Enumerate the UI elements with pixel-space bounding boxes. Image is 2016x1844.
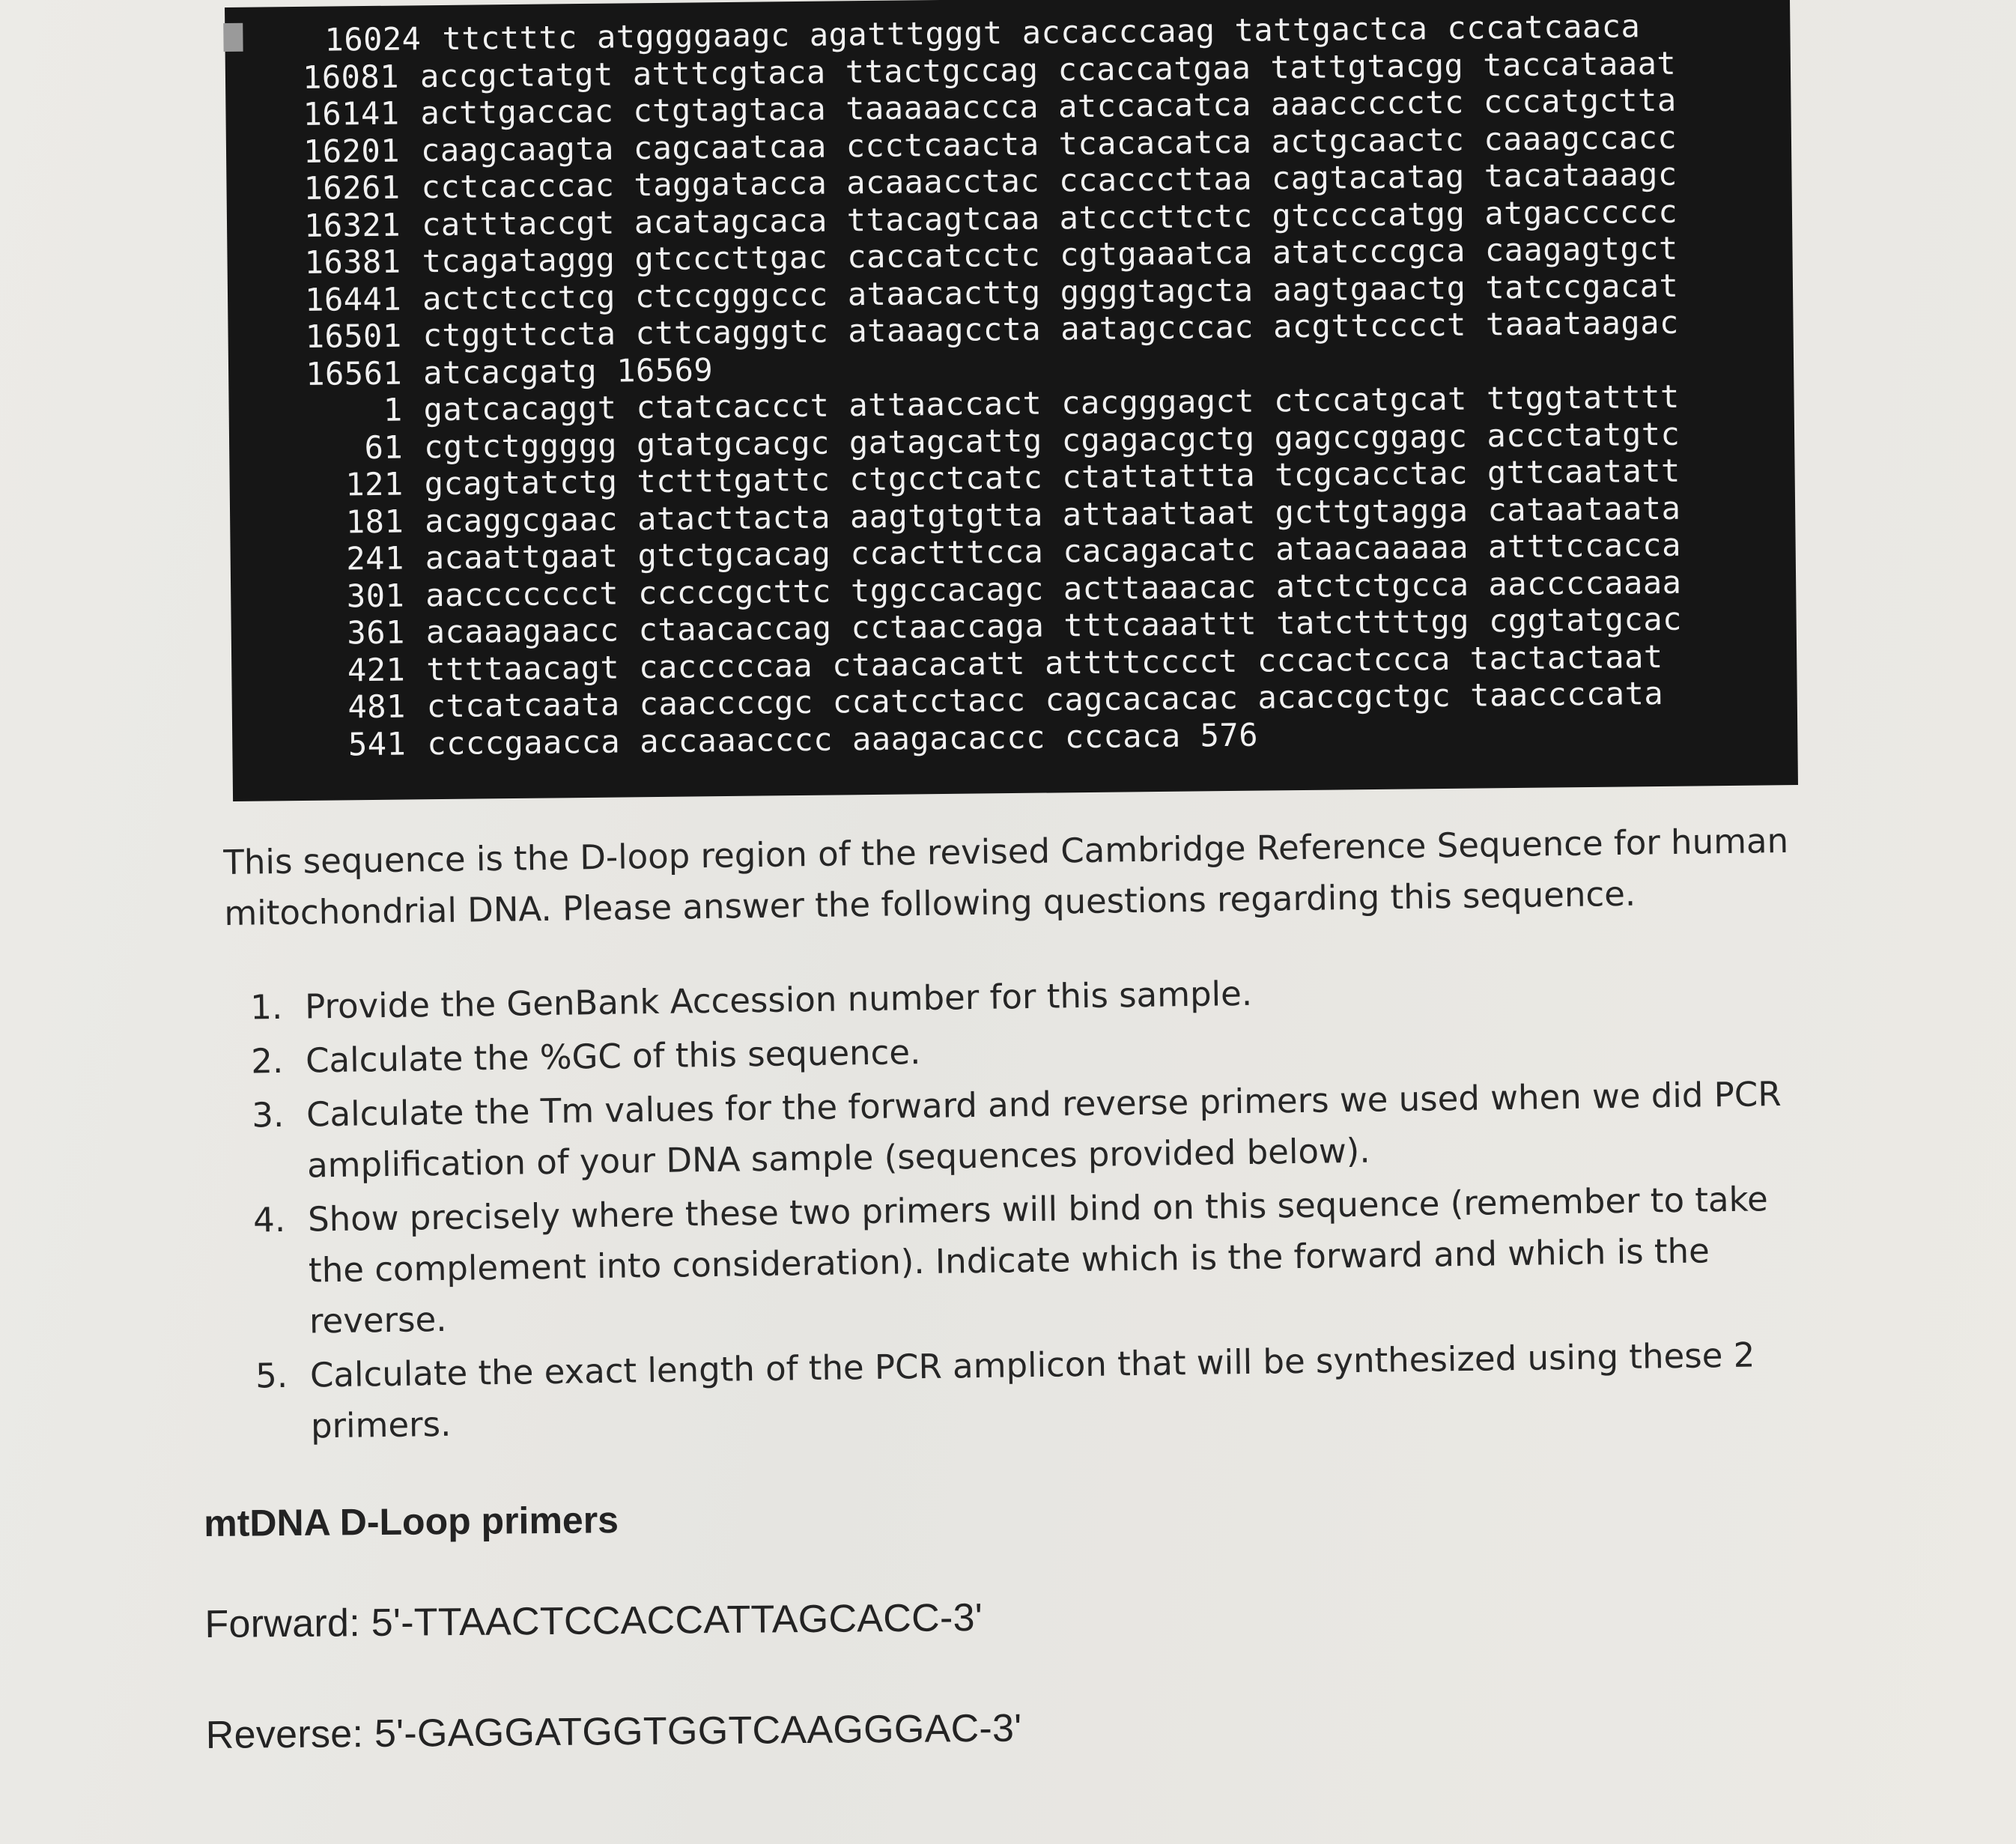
sequence-position-number: 241 [346,539,404,577]
highlight-mark [223,23,243,52]
sequence-chunk: tattgactca [1234,10,1428,49]
sequence-chunk: ctccgggccc [634,276,829,315]
sequence-chunk: ataacaaaaa [1275,528,1469,568]
sequence-chunk: gatcacaggt [423,389,617,428]
sequence-chunk: taaaaaccca [845,88,1039,127]
sequence-chunk: gtcccttgac [634,238,828,278]
sequence-chunk: tctttgattc [637,461,831,500]
sequence-chunk: aaccccccct [425,574,619,613]
sequence-chunk: gtatgcacgc [636,424,831,463]
sequence-position-number: 16441 [304,280,402,318]
sequence-chunk: actctcctcg [422,278,616,317]
sequence-position-number: 16561 [305,354,403,392]
question-number: 3. [251,1094,285,1135]
sequence-chunk: ttctttc [442,19,578,57]
sequence-chunk: atttccacca [1487,526,1682,565]
sequence-chunk: ctattattta [1061,456,1256,496]
sequence-chunk: tttcaaattt [1063,604,1257,644]
sequence-chunk: accgctatgt [419,55,614,94]
sequence-chunk: aatagcccac [1060,308,1254,348]
sequence-chunk: cgagacgctg [1061,419,1255,458]
sequence-position-number: 61 [364,428,404,466]
sequence-chunk: gttcaatatt [1487,452,1681,491]
question-text [310,1329,1820,1452]
sequence-chunk: attaaccact [848,384,1042,424]
sequence-chunk: taaataagac [1485,303,1680,343]
sequence-position-number: 16024 [324,20,422,58]
sequence-chunk: 16569 [616,351,714,389]
sequence-position-number: 541 [347,725,407,762]
sequence-position-number: 181 [345,503,404,540]
sequence-chunk: acaaagaacc [425,611,619,651]
sequence-chunk: gcttgtagga [1275,491,1469,530]
intro-line-1: This sequence is the D-loop region of the revised Cambridge Reference Sequence for human [223,820,1789,882]
sequence-chunk: cacccccaa [638,646,813,685]
sequence-position-number: 421 [347,651,406,688]
question-list [225,960,1820,1453]
question-text-line: primers. [310,1404,452,1446]
sequence-chunk: catttaccgt [421,204,616,243]
sequence-chunk: atctctgcca [1275,565,1469,604]
primers-heading: mtDNA D-Loop primers [204,1499,619,1544]
sequence-chunk: ggggtagcta [1060,271,1254,310]
sequence-chunk: caaccccgc [639,683,813,723]
sequence-chunk: agatttgggt [809,14,1003,53]
sequence-chunk: gtccccatgg [1272,195,1466,234]
sequence-chunk: caaagccacc [1484,118,1678,157]
question-text-line: the complement into consideration). Indicate which is the forward and which is the [308,1231,1710,1291]
sequence-chunk: atcccttctc [1059,197,1253,236]
question-item [231,1329,1820,1453]
sequence-chunk: 576 [1200,716,1259,753]
sequence-chunk: tcgcacctac [1274,454,1469,494]
sequence-chunk: cagcaatcaa [633,127,827,166]
reverse-primer: Reverse: 5'-GAGGATGGTGGTCAAGGGAC-3' [205,1706,1022,1757]
sequence-chunk: accctatgtc [1487,415,1680,454]
sequence-chunk: tggccacagc [850,570,1045,609]
sequence-chunk: acttaaacac [1063,568,1257,607]
sequence-chunk: tcacacatca [1058,123,1252,162]
sequence-chunk: atgacccccc [1484,192,1678,231]
sequence-chunk: caagagtgct [1484,229,1678,269]
sequence-chunk: ctgtagtaca [633,90,827,130]
sequence-chunk: atatcccgca [1272,231,1466,271]
primers-section [204,1490,1555,1824]
sequence-chunk: ctggttccta [422,315,616,354]
sequence-chunk: ttactgccag [845,51,1039,90]
sequence-chunk: attttcccct [1044,642,1239,682]
sequence-position-number: 16501 [305,317,402,355]
sequence-chunk: acaggcgaac [424,500,619,539]
sequence-chunk: tattgtacgg [1270,46,1464,85]
sequence-chunk: ccatcctacc [832,681,1026,721]
sequence-chunk: ctaacaccag [638,609,832,649]
sequence-chunk: cccatcaaca [1447,7,1641,46]
question-text-line: amplification of your DNA sample (sequences provided below). [306,1130,1370,1186]
question-text-line: Show precisely where these two primers will bind on this sequence (remember to take [307,1179,1769,1240]
sequence-chunk: ataaagccta [848,310,1042,350]
sequence-chunk: cccaca [1064,717,1181,755]
question-text [306,1068,1816,1191]
sequence-chunk: aagtgtgtta [849,496,1044,535]
sequence-chunk: aagtgaactg [1272,269,1466,308]
sequence-position-number: 16261 [303,169,401,207]
sequence-chunk: acatagcaca [634,201,828,240]
sequence-chunk: cccatgctta [1483,81,1677,121]
sequence-chunk: gcagtatctg [424,463,618,503]
sequence-chunk: accacccaag [1021,12,1215,51]
sequence-chunk: cctaaccaga [851,607,1045,646]
sequence-chunk: cgtgaaatca [1059,234,1254,273]
sequence-chunk: tacataaagc [1484,155,1678,195]
sequence-chunk: cctcacccac [421,166,615,206]
sequence-chunk: acaattgaat [425,537,619,577]
sequence-chunk: gatagcattg [848,422,1042,461]
question-text-line: Calculate the Tm values for the forward and reverse primers we used when we did PCR [306,1073,1782,1135]
sequence-chunk: taccataaat [1483,44,1677,83]
sequence-chunk: atccacatca [1057,85,1252,125]
sequence-block [225,0,1798,801]
sequence-chunk: gagccggagc [1274,417,1468,456]
sequence-chunk: ctatcaccct [636,386,830,426]
sequence-chunk: ctcatcaata [426,685,620,725]
sequence-chunk: cagcacacac [1045,679,1239,718]
sequence-position-number: 16141 [303,94,400,133]
sequence-chunk: taaccccata [1470,674,1664,714]
sequence-chunk: cttcagggtc [635,312,829,352]
sequence-position-number: 301 [346,577,405,614]
sequence-chunk: aaagacaccc [851,718,1046,757]
sequence-chunk: ccaccatgaa [1057,49,1251,88]
question-number: 2. [250,1040,284,1082]
question-text-line: Provide the GenBank Accession number for this sample. [304,973,1253,1027]
sequence-chunk: ttttaacagt [426,649,620,688]
sequence-chunk: atttcgtaca [632,53,826,92]
question-text-line: Calculate the exact length of the PCR amplicon that will be synthesized using these 2 [309,1335,1755,1395]
sequence-chunk: cggtatgcac [1488,600,1683,640]
sequence-chunk: cgtctggggg [423,426,618,465]
sequence-chunk: ttacagtcaa [846,199,1040,238]
sequence-chunk: attaattaat [1062,494,1256,533]
question-number: 4. [252,1199,286,1240]
sequence-chunk: ataacacttg [847,273,1041,312]
sequence-chunk: cacgggagct [1060,382,1255,422]
question-item [228,1173,1818,1348]
sequence-chunk: acttgaccac [420,92,614,132]
sequence-chunk: ttggtatttt [1486,377,1680,417]
sequence-chunk: gtctgcacag [637,535,831,574]
sequence-chunk: acgttcccct [1272,306,1467,345]
question-text-line: Calculate the %GC of this sequence. [305,1032,921,1081]
sequence-chunk: caagcaagta [420,130,615,169]
sequence-chunk: ctccatgcat [1273,380,1468,419]
sequence-chunk: cccccgcttc [637,572,832,611]
sequence-chunk: ctaacacatt [831,644,1026,684]
sequence-position-number: 16201 [303,132,401,170]
sequence-chunk: ccactttcca [850,533,1044,572]
sequence-chunk: caccatcctc [847,236,1041,276]
sequence-position-number: 121 [345,465,404,503]
question-number: 5. [255,1355,288,1396]
sequence-chunk: aaccccaaaa [1488,563,1682,602]
sequence-chunk: cacagacatc [1063,530,1257,570]
question-text-line: reverse. [309,1299,447,1341]
sequence-chunk: ccccgaacca [427,723,621,762]
intro-line-2: mitochondrial DNA. Please answer the following questions regarding this sequence. [224,873,1636,933]
sequence-chunk: taggatacca [634,164,828,204]
sequence-chunk: atggggaagc [596,16,791,55]
sequence-chunk: atacttacta [637,498,831,537]
sequence-chunk: accaaacccc [639,721,834,759]
sequence-position-number: 16321 [303,206,401,244]
sequence-position-number: 1 [383,391,403,428]
sequence-chunk: cagtacatag [1271,157,1466,197]
sequence-chunk: atcacgatg [422,352,598,391]
sequence-chunk: tatccgacat [1485,267,1679,306]
sequence-chunk: actgcaactc [1271,121,1465,160]
question-number: 1. [249,986,283,1028]
sequence-chunk: tcagataggg [422,240,616,280]
text-body [223,815,1819,1456]
sequence-chunk: tatcttttgg [1275,602,1470,642]
sequence-position-number: 361 [347,613,406,652]
sequence-chunk: tactactaat [1469,637,1663,677]
sequence-chunk: cataataata [1487,489,1681,528]
sequence-position-number: 481 [347,688,407,726]
question-item [227,1068,1816,1192]
sequence-chunk: ccctcaacta [845,125,1039,164]
sequence-position-number: 16381 [304,243,401,281]
sequence-chunk: aaaccccctc [1270,83,1465,123]
sequence-chunk: acaaacctac [845,162,1040,201]
sequence-chunk: acaccgctgc [1257,676,1451,716]
forward-primer: Forward: 5'-TTAACTCCACCATTAGCACC-3' [204,1595,983,1646]
question-text [308,1173,1818,1347]
sequence-position-number: 16081 [302,58,400,96]
sequence-chunk: ctgcctcatc [849,458,1043,498]
sequence-chunk: cccactccca [1257,640,1451,679]
sequence-chunk: ccacccttaa [1058,160,1253,199]
